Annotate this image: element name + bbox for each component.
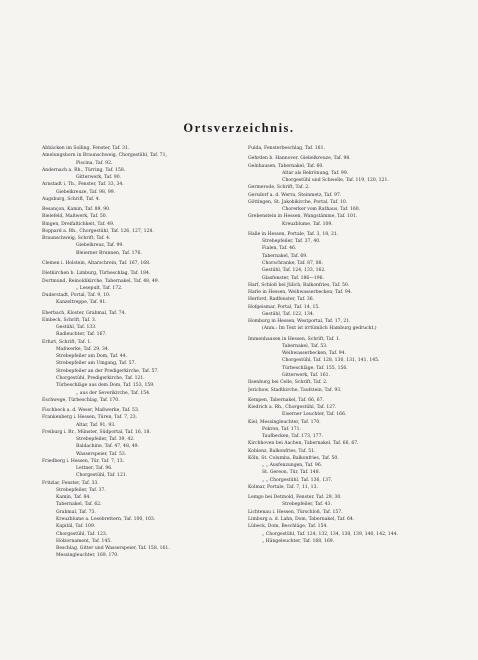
index-entry: Türbeschläge, Taf. 155, 156. bbox=[282, 365, 348, 371]
index-entry: Immenhausen in Hessen, Schrift, Taf. 1. bbox=[248, 336, 341, 342]
index-entry: Herford, Radfenster, Taf. 36. bbox=[248, 297, 315, 303]
index-entry: Giebelkreuze, Taf. 98, 99. bbox=[56, 189, 116, 195]
index-entry: Radleuchter, Taf. 167. bbox=[56, 332, 107, 338]
index-entry: Amelungsborn in Braunschweig, Chorgestühl, Taf. 71, bbox=[42, 153, 167, 159]
index-entry: Chorgestühl, Taf. 123. bbox=[56, 531, 108, 537]
index-entry: Andernach a. Rh., Türring, Taf. 158. bbox=[42, 167, 126, 173]
index-entry: Altar, Taf. 91, 93. bbox=[76, 422, 116, 428]
index-entry: Grabmal, Taf. 73. bbox=[56, 509, 96, 515]
index-entry: Germerode, Schrift, Taf. 2. bbox=[248, 185, 310, 191]
index-entry: Gelnhausen, Tabernakel, Taf. 60. bbox=[248, 163, 324, 169]
index-column-right bbox=[248, 145, 443, 545]
index-entry: Kempen, Tabernakel, Taf. 66, 67. bbox=[248, 397, 325, 403]
index-entry: (Anm.: Im Text ist irrtümlich Hamburg gedruckt.) bbox=[262, 326, 377, 332]
index-entry: Bleierner Brunnen, Taf. 176. bbox=[76, 250, 142, 256]
index-entry: Strebepfeiler an der Predigerkirche, Taf. 57. bbox=[56, 368, 159, 374]
index-entry: Dietkirchen b. Limburg, Türbeschlag, Taf. 184. bbox=[42, 271, 151, 277]
index-entry: Chorgestühl, Taf. 128, 130, 131, 141, 145. bbox=[282, 358, 380, 364]
index-entry: Dortmund, Reinoldikirche, Tabernakel, Taf. 48, 49. bbox=[42, 278, 160, 284]
index-entry: Gestühl, Taf. 124, 133, 162. bbox=[262, 268, 326, 274]
index-entry: Strebepfeiler, Taf. 39, 42. bbox=[76, 437, 135, 443]
index-entry: Fulda, Fensterbeschlag, Taf. 161. bbox=[248, 146, 325, 151]
index-entry: „ „ Chorgestühl, Taf. 136, 137. bbox=[262, 477, 333, 483]
index-entry: Ilsenburg bei Celle, Schrift, Taf. 2. bbox=[248, 380, 328, 386]
index-entry: Hofgeismar, Portal, Taf. 14, 15. bbox=[248, 304, 320, 310]
index-entry: Frankenberg i. Hessen, Türen, Taf. 7, 23. bbox=[42, 415, 138, 421]
index-entry: Lichtenau i. Hessen, Türschloß, Taf. 157. bbox=[248, 509, 343, 515]
index-entry: Erfurt, Schrift, Taf. 1. bbox=[42, 339, 92, 345]
index-entry: Kolmar, Portale, Taf. 7, 11, 13. bbox=[248, 484, 318, 490]
index-entry: Boppard a. Rh., Chorgestühl, Taf. 126, 127, 128. bbox=[42, 228, 154, 234]
index-entry: Weihwasserbecken, Taf. 94. bbox=[282, 351, 346, 357]
index-column-left bbox=[42, 145, 237, 560]
index-entry: Kamin, Taf. 84. bbox=[56, 495, 91, 501]
index-entry: Kirchhoven bei Aachen, Tabernakel, Taf. 66, 67. bbox=[248, 441, 359, 447]
index-entry: Gitterwerk, Taf. 161. bbox=[282, 372, 330, 378]
index-entry: Koblenz, Balkonfries, Taf. 51. bbox=[248, 448, 316, 454]
index-entry: Clemen i. Holstein, Altarschrein, Taf. 167, 168. bbox=[42, 260, 151, 266]
index-entry: Strebepfeiler, Taf. 37, 40. bbox=[262, 239, 321, 245]
index-entry: Kreuzblume, Taf. 109. bbox=[282, 221, 333, 227]
index-entry: Jerichow, Stadtkirche, Taufstein, Taf. 93. bbox=[248, 387, 342, 393]
index-entry: Strebepfeiler am Dom, Taf. 44. bbox=[56, 354, 127, 360]
index-entry: Harf, Schloß bei Jülich, Balkonfries, Taf. 50. bbox=[248, 282, 350, 288]
index-entry: Kiel, Messingleuchter, Taf. 170. bbox=[248, 419, 321, 425]
index-entry: Besançon, Kamin, Taf. 89, 90. bbox=[42, 207, 111, 213]
index-entry: Gestühl, Taf. 122, 134. bbox=[262, 311, 315, 317]
index-entry: Fritzlar, Fenster, Taf. 33. bbox=[42, 480, 99, 486]
index-entry: Fialen, Taf. 46. bbox=[262, 246, 297, 252]
index-entry: Chorgestühl, Taf. 121. bbox=[76, 473, 128, 479]
index-entry: Grebenstein in Hessen, Wangstämme, Taf. 101. bbox=[248, 214, 358, 220]
index-entry: Homburg in Hessen, Westportal, Taf. 17, 21. bbox=[248, 319, 351, 325]
index-entry: Piscina, Taf. 92. bbox=[76, 160, 113, 166]
index-entry: Messingleuchter, 169, 170. bbox=[56, 553, 119, 559]
index-entry: Eiserner Leuchter, Taf. 166. bbox=[282, 412, 347, 418]
index-entry: „ Hängeleuchter, Taf. 168, 169. bbox=[262, 538, 335, 544]
index-entry: Lübeck, Dom, Beschläge, Taf. 154. bbox=[248, 524, 328, 530]
index-entry: St. Gereon, Tür, Taf. 148. bbox=[262, 470, 321, 476]
index-entry: Holzornament, Taf. 145. bbox=[56, 538, 112, 544]
index-entry: Harle in Hessen, Weihwasserbecken, Taf. 94. bbox=[248, 290, 353, 296]
index-entry: Kreuzblume a. Lesebrettern, Taf. 100, 103. bbox=[56, 517, 156, 523]
index-entry: Eberbach, Kloster, Grabmal, Taf. 74. bbox=[42, 310, 126, 316]
index-entry: Altar als Bekrönung, Taf. 99. bbox=[282, 170, 349, 176]
index-entry: Kiedrich a. Rh., Chorgestühl, Taf. 127. bbox=[248, 405, 337, 411]
index-entry: Baldachine, Taf. 47, 48, 49. bbox=[76, 444, 139, 450]
index-entry: Kanzeltreppe, Taf. 91. bbox=[56, 300, 107, 306]
index-entry: Wasserspeier, Taf. 53. bbox=[76, 451, 127, 457]
index-entry: Gestühl, Taf. 133. bbox=[56, 325, 97, 331]
index-entry: Chorgestühl und Schwelle, Taf. 119, 120, 121. bbox=[282, 178, 389, 184]
index-entry: Giebelkreuz, Taf. 99. bbox=[76, 243, 124, 249]
index-entry: „ Chorgestühl, Taf. 124, 132, 134, 138, 139, 140, 142, 144. bbox=[262, 531, 398, 537]
index-entry: Tabernakel, Taf. 62. bbox=[56, 502, 102, 508]
index-entry: Maßwerke, Taf. 29, 34. bbox=[56, 346, 110, 352]
index-entry: „ „ Ausfenzungen, Taf. 96. bbox=[262, 463, 323, 469]
index-entry: Bingen, Dreifaltichkeit, Taf. 49. bbox=[42, 221, 115, 227]
index-entry: Strebepfeiler, Taf. 37. bbox=[56, 487, 106, 493]
index-entry: Fischbeck a. d. Weser, Maßwerke, Taf. 53. bbox=[42, 408, 140, 414]
index-entry: Limburg a. d. Lahn, Dom, Tabernakel, Taf. 64. bbox=[248, 517, 355, 523]
index-entry: Tabernakel, Taf. 69. bbox=[262, 253, 308, 259]
index-entry: „ aus der Severikirche, Taf. 154. bbox=[76, 390, 151, 396]
page-title: Ortsverzeichnis. bbox=[183, 121, 295, 135]
index-entry: Friedberg i. Hessen, Tür, Taf. 7, 13. bbox=[42, 458, 125, 464]
index-entry: Taufbecken, Taf. 173, 177. bbox=[262, 434, 323, 440]
index-entry: Lettner, Taf. 96. bbox=[76, 466, 113, 472]
index-entry: Chorerker vom Rathaus, Taf. 160. bbox=[282, 207, 361, 213]
index-entry: Glasfenster, Taf. 186—196. bbox=[262, 275, 324, 281]
index-entry: Beschlag, Gitter und Wasserspeier, Taf. 158, 161. bbox=[56, 546, 170, 552]
index-entry: Chorschranke, Taf. 87, 88. bbox=[262, 260, 323, 266]
index-entry: Chorgestühl, Predigerkirche, Taf. 121. bbox=[56, 375, 145, 381]
index-entry: Tabernakel, Taf. 53. bbox=[282, 343, 328, 349]
index-entry: Gehrden b. Hannover, Giebelkreuze, Taf. 98. bbox=[248, 156, 351, 162]
index-entry: Köln, St. Columba, Balkonfries, Taf. 50. bbox=[248, 455, 339, 461]
index-entry: Bielefeld, Maßwerk, Taf. 50. bbox=[42, 214, 108, 220]
index-entry: Pokron, Taf. 171. bbox=[262, 426, 302, 432]
index-entry: Türbeschläge aus dem Dom, Taf. 153, 159. bbox=[56, 383, 155, 389]
index-entry: Göttingen, St. Jakobikirche, Portal, Taf. 10. bbox=[248, 199, 348, 205]
index-entry: „ Lesepult, Taf. 172. bbox=[76, 285, 123, 291]
index-entry: Lemgo bei Detmold, Fenster, Taf. 29, 30. bbox=[248, 495, 342, 501]
index-entry: Einbeck, Schrift, Taf. 3. bbox=[42, 317, 97, 323]
index-entry: Gitterwerk, Taf. 90. bbox=[76, 175, 122, 181]
index-entry: Halle in Hessen, Portale, Taf. 3, 18, 21. bbox=[248, 231, 339, 237]
index-entry: Gersdorf a. d. Werra, Steinmetz, Taf. 97. bbox=[248, 192, 342, 198]
index-entry: Braunschweig, Schrift, Taf. 4. bbox=[42, 236, 111, 242]
index-entry: Eschwege, Türbeschlag, Taf. 170. bbox=[42, 397, 120, 403]
index-entry: Duderstadt, Portal, Taf. 9, 10. bbox=[42, 293, 111, 299]
index-entry: Arnstadt i. Th., Fenster, Taf. 33, 34. bbox=[42, 182, 124, 188]
index-entry: Strebepfeiler, Taf. 43. bbox=[282, 502, 332, 508]
index-entry: Augsburg, Schrift, Taf. 4. bbox=[42, 196, 101, 202]
index-entry: Freiburg i. Br., Münster, Südportal, Taf. 16, 18. bbox=[42, 429, 151, 435]
index-entry: Abbäcken im Solling, Fenster, Taf. 31. bbox=[42, 146, 130, 151]
index-entry: Kapitäl, Taf. 109. bbox=[56, 524, 96, 530]
index-entry: Strebepfeiler am Umgang, Taf. 57. bbox=[56, 361, 136, 367]
